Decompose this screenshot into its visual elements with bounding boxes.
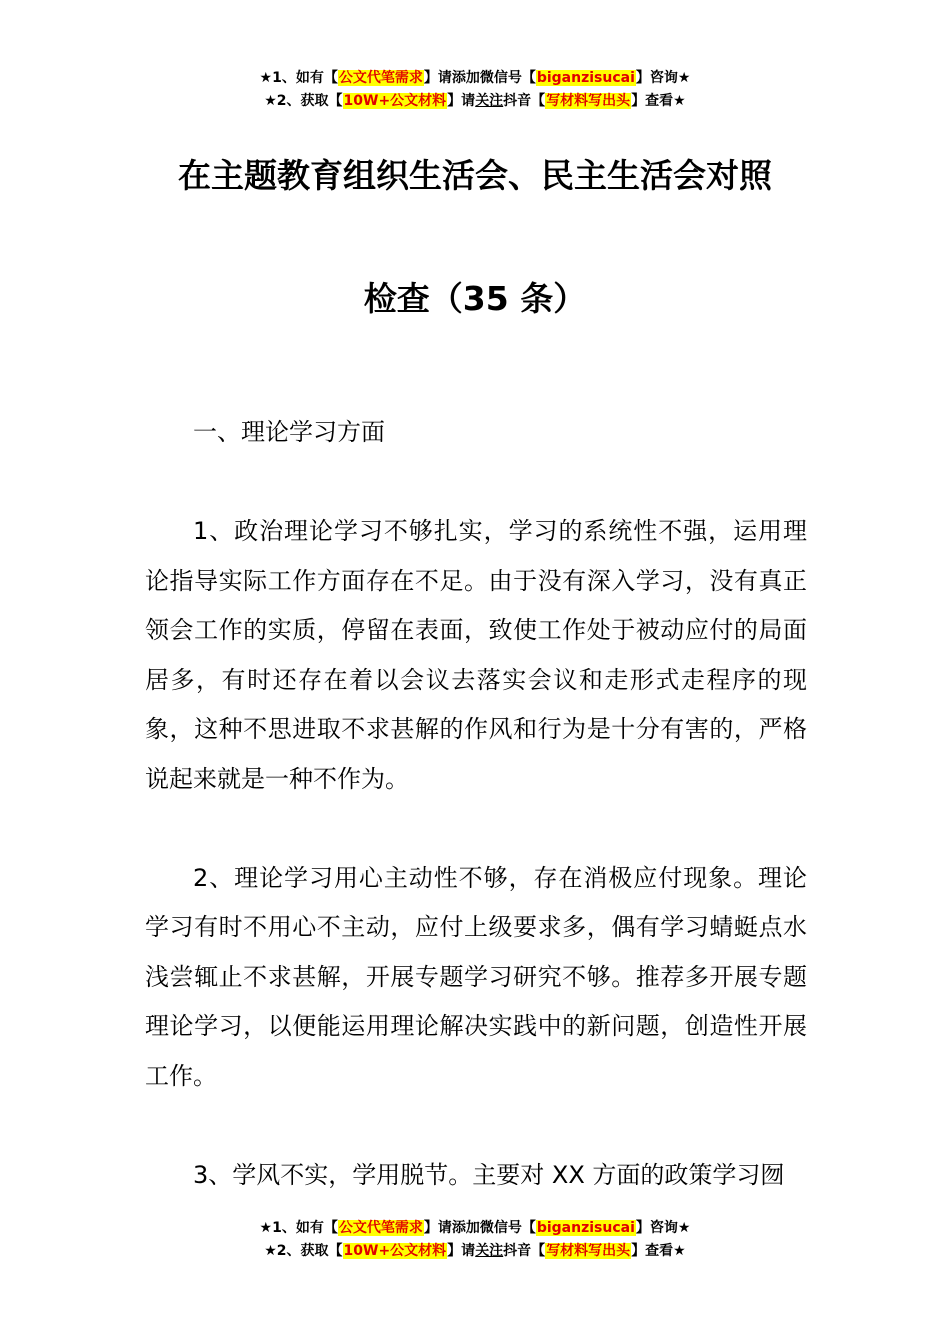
- highlight-service: 公文代笔需求: [338, 1220, 423, 1236]
- banner-line-2: [0, 1240, 950, 1263]
- banner-text: 】请添加微信号【: [423, 70, 536, 86]
- highlight-wechat-id: biganzisucai: [536, 1220, 635, 1236]
- header-banner: [0, 67, 950, 113]
- underlined-follow: 关注: [475, 1243, 504, 1259]
- paragraph-1: 1、政治理论学习不够扎实，学习的系统性不强，运用理论指导实际工作方面存在不足。由于没有深入学习，没有真正领会工作的实质，停留在表面，致使工作处于被动应付的局面居多，有时还存在着以会议去落实会议和走形式走程序的现象，这种不思进取不求甚解的作风和行为是十分有害的，严格说起来就是一种不作为。: [145, 517, 807, 793]
- banner-text: 】请: [447, 93, 476, 109]
- paragraph-3: 3、学风不实，学用脱节。主要对 XX 方面的政策学习囫: [193, 1160, 785, 1189]
- banner-text: 】咨询★: [635, 1220, 691, 1236]
- banner-text: ★1、如有【: [259, 1220, 338, 1236]
- banner-text: 抖音【: [503, 93, 546, 109]
- banner-text: ★2、获取【: [264, 93, 343, 109]
- banner-text: 】咨询★: [635, 70, 691, 86]
- document-title-line-1: 在主题教育组织生活会、民主生活会对照: [178, 156, 772, 195]
- footer-banner: [0, 1217, 950, 1263]
- banner-text: 】查看★: [631, 1243, 686, 1259]
- banner-text: ★2、获取【: [264, 1243, 343, 1259]
- banner-text: 抖音【: [503, 1243, 546, 1259]
- document-title-line-2: 检查（35 条）: [363, 279, 587, 318]
- paragraph-2: 2、理论学习用心主动性不够，存在消极应付现象。理论学习有时不用心不主动，应付上级要求多，偶有学习蜻蜓点水浅尝辄止不求甚解，开展专题学习研究不够。推荐多开展专题理论学习，以便能运用理论解决实践中的新问题，创造性开展工作。: [145, 863, 807, 1090]
- underlined-follow: 关注: [475, 93, 504, 109]
- highlight-materials: 10W+公文材料: [343, 1243, 447, 1259]
- highlight-douyin-account: 写材料写出头: [546, 93, 631, 109]
- banner-text: 】查看★: [631, 93, 686, 109]
- highlight-douyin-account: 写材料写出头: [546, 1243, 631, 1259]
- highlight-service: 公文代笔需求: [338, 70, 423, 86]
- banner-text: 】请: [447, 1243, 476, 1259]
- banner-text: ★1、如有【: [259, 70, 338, 86]
- banner-text: 】请添加微信号【: [423, 1220, 536, 1236]
- highlight-wechat-id: biganzisucai: [536, 70, 635, 86]
- highlight-materials: 10W+公文材料: [343, 93, 447, 109]
- section-heading: 一、理论学习方面: [193, 418, 385, 446]
- banner-line-2: [0, 90, 950, 113]
- banner-line-1: [0, 67, 950, 90]
- document-body: [145, 408, 807, 1200]
- banner-line-1: [0, 1217, 950, 1240]
